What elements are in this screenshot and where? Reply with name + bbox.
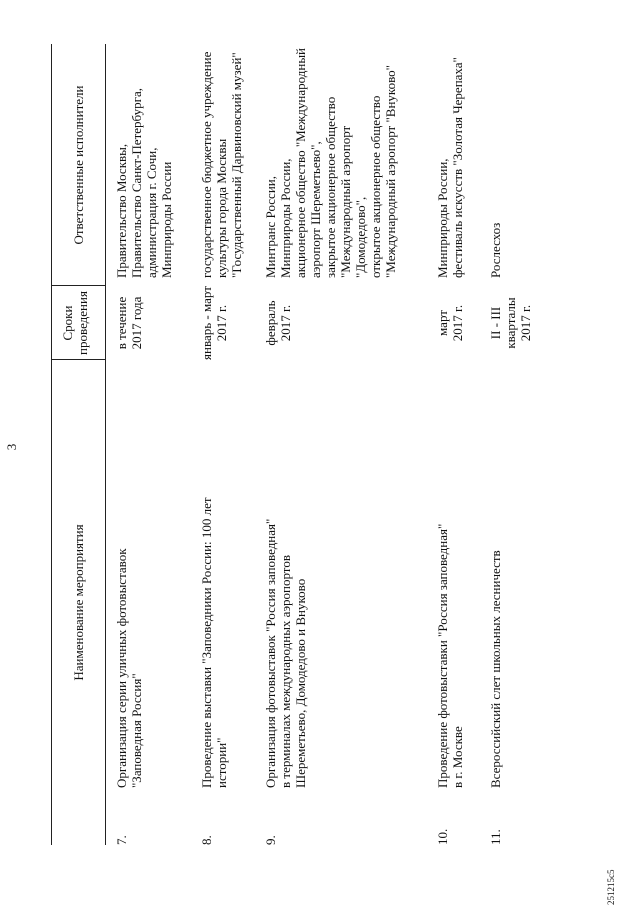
row-7-executors: Правительство Москвы, Правительство Санкт-Петербурга, администрация г. Сочи, Минприроды России xyxy=(114,87,174,278)
row-8-name: Проведение выставки "Заповедники России: 100 лет истории" xyxy=(199,497,229,788)
row-11-number: 11. xyxy=(488,829,503,845)
table-top-rule xyxy=(51,44,52,845)
page-number: 3 xyxy=(4,443,19,451)
row-8-number: 8. xyxy=(199,835,214,845)
row-10-name: Проведение фотовыставки "Россия заповедная" в г. Москве xyxy=(435,523,465,788)
row-9-executors: Минтранс России, Минприроды России, акционерное общество "Международный аэропорт Шереметьево", закрытое акционерное общество "Международный аэропорт "Домодедово", открытое акционерное общество "Международный аэропорт "Внуково" xyxy=(263,47,398,278)
row-9-dates: февраль 2017 г. xyxy=(263,300,293,346)
row-8-executors: государственное бюджетное учреждение культуры города Москвы "Государственный Дарвиновский музей" xyxy=(199,51,244,278)
document-id: 251215с5 xyxy=(606,869,616,905)
header-name: Наименование мероприятия xyxy=(71,524,86,681)
table-header-rule xyxy=(105,44,106,845)
row-10-executors: Минприроды России, фестиваль искусств "Золотая Черепаха" xyxy=(435,57,465,278)
row-11-name: Всероссийский слет школьных лесничеств xyxy=(488,550,503,788)
row-7-number: 7. xyxy=(114,835,129,845)
row-8-dates: январь - март 2017 г. xyxy=(199,286,229,360)
row-11-dates: II - III кварталы 2017 г. xyxy=(488,297,533,349)
row-11-executors: Рослесхоз xyxy=(488,222,503,278)
row-9-name: Организация фотовыставок "Россия заповедная" в терминалах международных аэропортов Шереметьево, Домодедово и Внуково xyxy=(263,518,308,788)
row-7-dates: в течение 2017 года xyxy=(114,296,144,350)
row-10-dates: март 2017 г. xyxy=(435,304,465,342)
row-9-number: 9. xyxy=(263,835,278,845)
row-7-name: Организация серии уличных фотовыставок "Заповедная Россия" xyxy=(114,548,144,788)
row-10-number: 10. xyxy=(435,828,450,845)
header-dates: Сроки проведения xyxy=(60,291,90,355)
header-executors: Ответственные исполнители xyxy=(71,85,86,245)
